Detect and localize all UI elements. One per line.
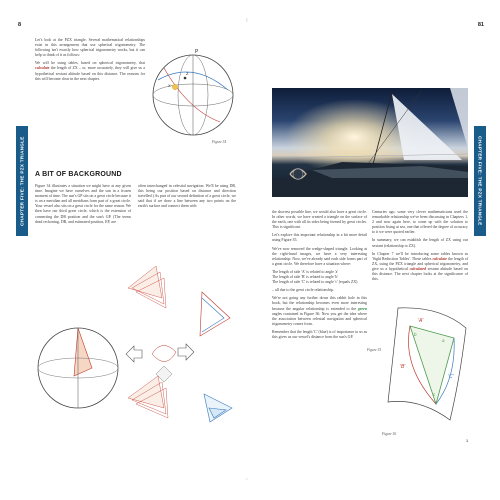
label-b-upper: 'B' — [400, 364, 406, 370]
corner-mark: 1 — [466, 438, 469, 443]
side-tab-left: CHAPTER FIVE: THE PZX TRIANGLE — [16, 126, 28, 236]
section-heading: A BIT OF BACKGROUND — [35, 171, 122, 178]
yacht-illustration — [272, 88, 468, 197]
label-b-lower: b — [414, 332, 417, 337]
label-a-lower: a — [442, 338, 445, 343]
intro-paragraph: Let's look at the PZX triangle. Several mathematical relationships exist in this arrangement that use spherical trigonometry. The following isn't exactly how spherical trigonometry works, but it can help to think of it as follows: — [35, 38, 145, 58]
label-p: P — [195, 49, 199, 55]
left-column-1: Figure 34 illustrates a situation we might have at any given time. Imagine we have ourselves and the sun in a frozen moment of time. The sun's GP sits on a great circle because it is on a meridian and all meridians form part of a great circle. Your vessel also sits on a great circle for the same reason. We then have our third great circle, which is the extension of connecting the DR position and the sun's GP. (The terms dead reckoning, DR, and estimated position, EP, are — [35, 184, 131, 224]
spherical-quad — [152, 345, 176, 361]
vessel-marker — [184, 77, 187, 80]
sailing-yacht-photo — [272, 88, 468, 197]
green-triangle — [410, 326, 454, 404]
wedge-fan-top — [128, 266, 166, 308]
pzx-triangle-lower — [204, 394, 232, 422]
figure-36-caption: Figure 36 — [382, 432, 397, 436]
left-column-2: often interchanged in celestial navigation. We'll be using DR, this being our position based on distance and direction travelled.) As part of our second definition of a great circle, we said that if we draw a line between any two points on the earth's surface and connect them with — [138, 184, 236, 209]
figure-34-caption: Figure 34 — [212, 140, 227, 144]
page-number-left: 8 — [18, 22, 22, 28]
figure-35-caption: Figure 35 — [367, 348, 382, 352]
list-item: The length of side 'C' is related to angle 'c' (equals ZX) — [272, 280, 358, 285]
emphasis-green: green — [357, 306, 367, 311]
arrow-right-icon — [178, 344, 194, 360]
right-column-1: the shortest possible line, we would also have a great circle. In other words, we have created a triangle on the surface of the earth, one with all its sides being formed by great circles. This is significant. Let's explore this important relationship in a bit more detail using Figure 35. We've now removed the wedge-shaped triangle. Looking at the right-hand images, we have a very interesting relationship. Now, we've already said each side forms part of a great circle. We therefore have a situation where: The length of side 'A' is related to angle 'a' The length of side 'B' is related to angle 'b' The length of side 'C' is related to angle 'c' (equals ZX) – all due to the great circle relationship. We're not going any further down this rabbit hole in this book, but the relationship becomes even more interesting because the angular relationship is extended to the green angles contained in Figure 36. Now you get the idea where the association between celestial navigation and spherical trigonometry comes from. Remember that the length 'C' (blue) is of importance to us as this gives us our vessel's distance from the sun's GP. — [272, 210, 367, 339]
label-a-upper: 'A' — [418, 318, 424, 324]
right-column-2: Centuries ago, some very clever mathematicians used the remarkable relationship we've been discussing in Chapters 1, 2 and now again here, to come up with the solution to position fixing at sea, one that offered the degree of accuracy to it we were quoted earlier. In summary, we can establish the length of ZX using our sextant (relationship to ZX). In Chapter 7 we'll be introducing some tables known as 'Sight Reduction Tables'. These tables calculate the length of ZX, using the PZX triangle and spherical trigonometry, and give us a hypothetical calculated sextant altitude based on this distance. The next chapter looks at the significance of this. — [372, 210, 468, 282]
arrow-left-icon — [126, 346, 142, 362]
great-circle-red — [164, 68, 220, 122]
emphasis-calculate-2: calculate — [432, 256, 447, 261]
intro-paragraph-2: We will be using tables, based on spherical trigonometry, that calculate the length of ZX – or, more accurately, they will give us a hypothetical sextant altitude based on this distance. The reasons for this will become clear in the next chapter. — [35, 61, 145, 81]
arrow-icon-group — [126, 344, 194, 362]
emphasis-calculated: calculated — [409, 266, 427, 271]
label-x: X — [168, 83, 171, 88]
list-item: The length of side 'A' is related to angle 'a' — [272, 269, 339, 274]
wedge-cutout — [74, 328, 92, 376]
label-c-lower: c — [433, 392, 436, 397]
list-item: The length of side 'B' is related to angle 'b' — [272, 275, 339, 280]
label-c-upper: 'C' — [448, 374, 454, 380]
wedge-fan-bottom — [128, 376, 168, 418]
label-z: Z — [186, 71, 189, 76]
left-intro-text — [35, 38, 145, 85]
pzx-triangle-upper — [200, 292, 230, 336]
figure-35-wedge-diagram — [34, 258, 238, 446]
sun-gp-marker — [172, 84, 177, 89]
figure-34-sphere-diagram — [148, 40, 240, 144]
winch — [293, 169, 303, 179]
page-number-right: 81 — [477, 22, 484, 28]
emphasis-calculate: calculate — [35, 66, 50, 71]
side-tab-right: CHAPTER FIVE: THE PZX TRIANGLE — [474, 126, 486, 236]
figure-36-triangle-diagram — [380, 298, 476, 430]
